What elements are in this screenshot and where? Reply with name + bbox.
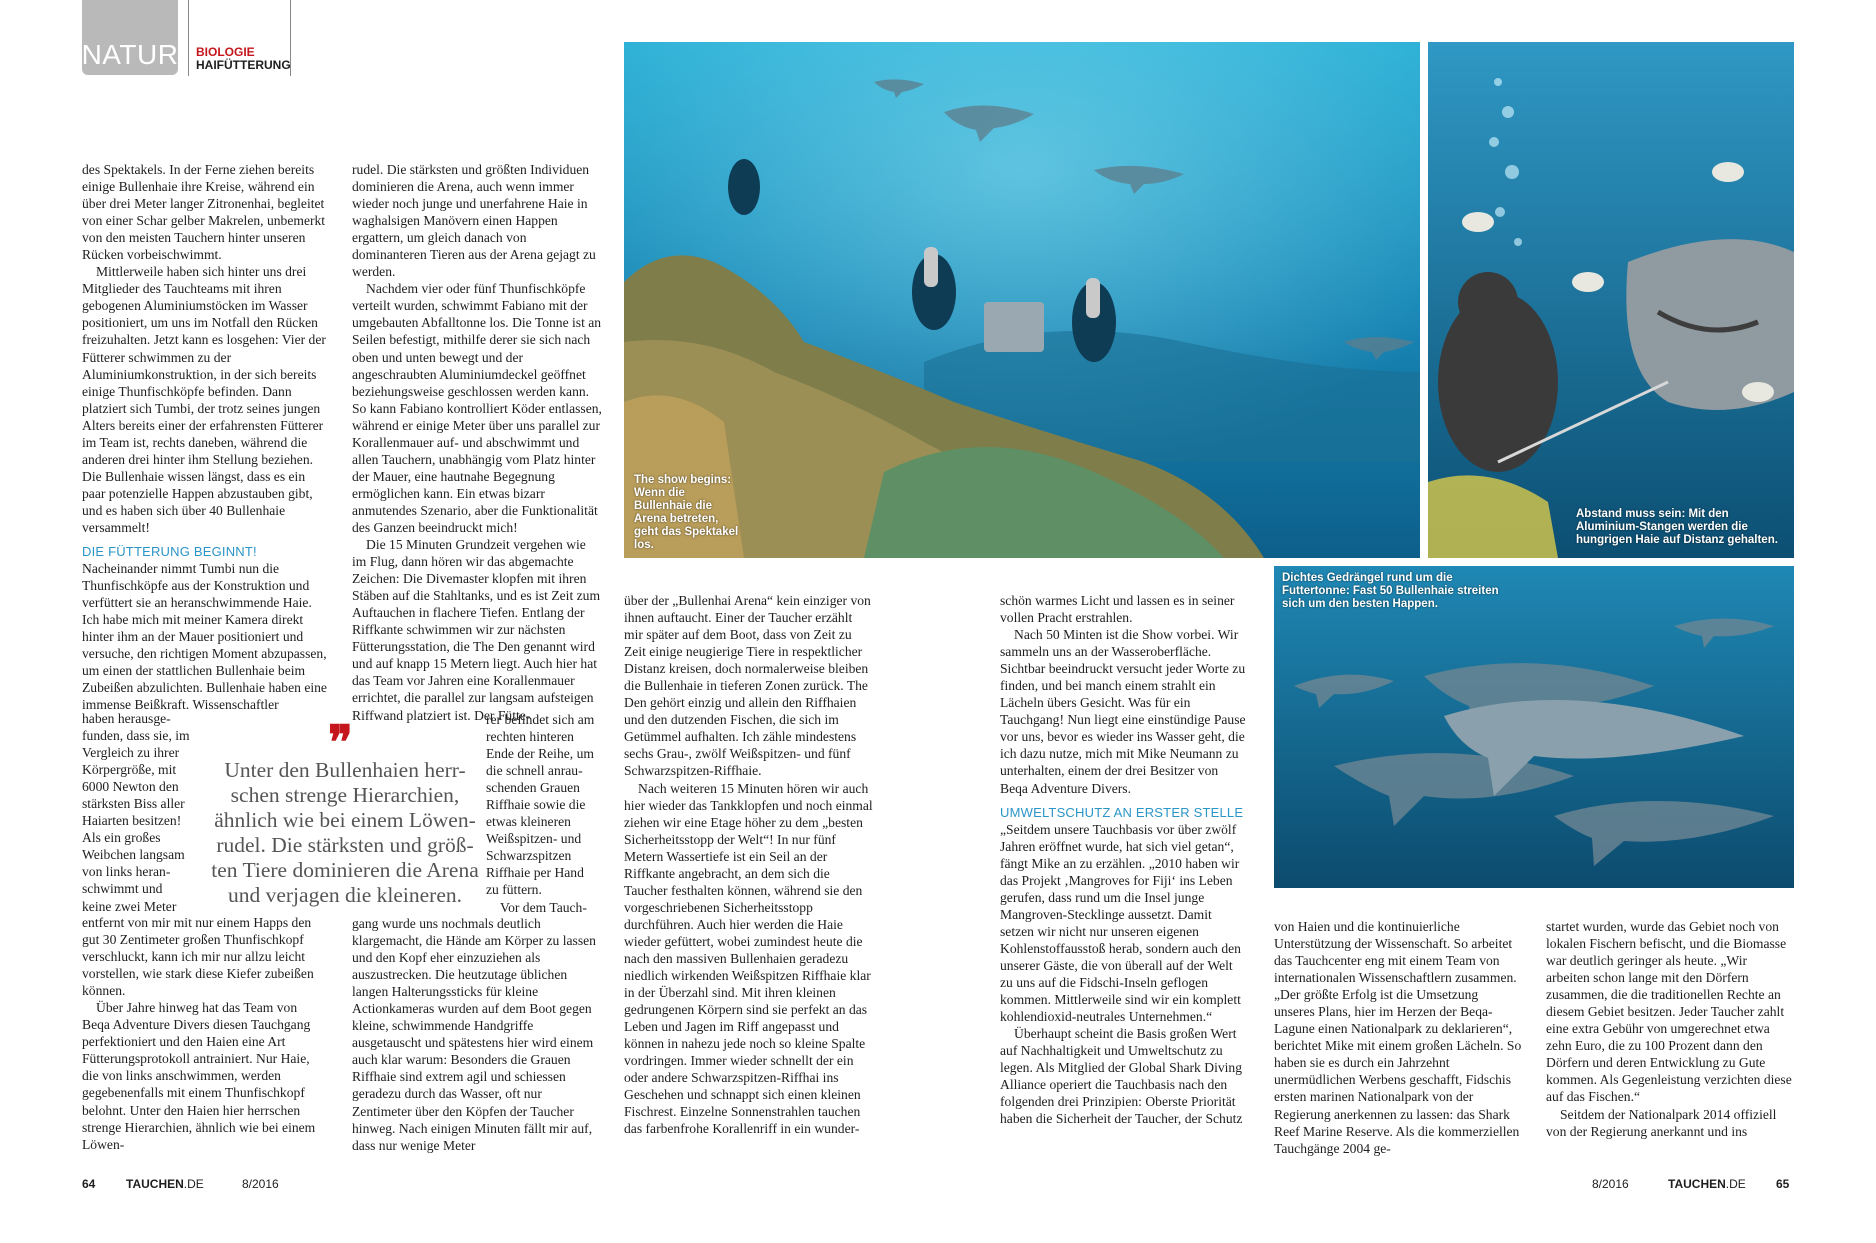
footer-right <box>1776 1177 1789 1191</box>
paragraph: Überhaupt scheint die Basis großen Wert auf Nachhaltigkeit und Umweltschutz zu legen. Als Mitglied der Global Shark Diving Alliance operiert die Tauchbasis nach den folgenden drei Prinzipien: Oberste Priorität haben die Sicherheit der Taucher, der Schutz <box>1000 1026 1243 1127</box>
diver-photo-illustration <box>1428 42 1794 558</box>
kicker <box>196 46 291 72</box>
kicker-category: BIOLOGIE <box>196 45 255 59</box>
brand-name: TAUCHEN <box>1668 1177 1726 1191</box>
text-column-3 <box>624 592 874 1138</box>
paragraph: Die 15 Minuten Grundzeit vergehen wie im Flug, dann hören wir das abgemachte Zeichen: Die Divemaster klopfen mit ihren Stäben auf die Stahltanks, und es ist Zeit zum Auftauchen in flachere Tiefen. Entlang der Riffkante schwimmen wir zur nächsten Fütterungsstation, die The Den genannt wird und auf knapp 15 Metern liegt. Auch hier hat das Team vor Jahren eine Korallenmauer errichtet, die parallel zur langsam aufsteigen Riffwand platziert ist. Der Fütte- <box>352 537 601 723</box>
text-line: Riffhaie per Hand <box>486 865 584 881</box>
text-line: Schwarzspitzen <box>486 848 572 864</box>
paragraph: schön warmes Licht und lassen es in seiner vollen Pracht erstrahlen. <box>1000 593 1235 626</box>
photo-caption: Dichtes Gedrängel rund um die Futtertonne: Fast 50 Bullenhaie streiten sich um den besten Happen. <box>1282 572 1499 610</box>
paragraph: „Seitdem unsere Tauchbasis vor über zwölf Jahren eröffnet wurde, hat sich viel getan“, fängt Mike an zu erzählen. „2010 haben wir das Projekt ‚Mangroves for Fiji‘ ins Leben gerufen, dass rund um die Insel junge Mangroven-Stecklinge aussetzt. Damit setzen wir nicht nur unseren eigenen Kohlenstoffausstoß herab, sondern auch den unserer Gäste, die von überall auf der Welt zu uns auf die Fidschi-Inseln geflogen kommen. Mittlerweile sind wir ein komplett kohlendioxid-neutrales Unternehmen.“ <box>1000 821 1241 1025</box>
paragraph: Nach 50 Minten ist die Show vorbei. Wir sammeln uns an der Wasseroberfläche. Sichtbar beeindruckt versucht jeder Worte zu finden, und bei manch einem strahlt ein Lächeln übers Gesicht. Was für ein Tauchgang! Nun liegt eine einstündige Pause vor uns, bevor es wieder ins Wasser geht, die ich dazu nutze, mich mit Mike Neumann zu unterhalten, einem der drei Besitzer von Beqa Adventure Divers. <box>1000 627 1246 796</box>
paragraph: Mittlerweile haben sich hinter uns drei Mitglieder des Tauchteams mit ihren gebogenen Aluminiumstöcken im Wasser positioniert, um uns im Notfall den Rücken freizuhalten. Jetzt kann es losgehen: Vier der Fütterer schwimmen zu der Aluminiumkonstruktion, in der sich bereits einige Thunfischköpfe befinden. Dann platziert sich Tumbi, der trotz seines jungen Alters bereits einer der erfahrensten Fütterer im Team ist, rechts daneben, während die anderen drei hinter ihm Stellung beziehen. Die Bullenhaie wissen längst, dass es ein paar potenzielle Happen abzustauben gibt, und es haben sich über 40 Bullenhaie versammelt! <box>82 264 326 535</box>
reef-photo <box>624 42 1420 558</box>
text-line: Weibchen langsam <box>82 847 185 863</box>
page-number-left: 64 <box>82 1177 96 1191</box>
page-number-right: 65 <box>1776 1177 1790 1191</box>
text-line: Vergleich zu ihrer <box>82 745 180 761</box>
text-line: Als ein großes <box>82 830 161 846</box>
paragraph: Seitdem der Nationalpark 2014 offiziell von der Regierung anerkannt und ins <box>1546 1106 1777 1139</box>
text-line: rechten hinteren <box>486 729 574 745</box>
text-wrap-1 <box>82 710 192 915</box>
text-line: Körpergröße, mit <box>82 762 177 778</box>
paragraph: Über Jahre hinweg hat das Team von Beqa Adventure Divers diesen Tauchgang perfektioniert und den Haien eine Art Fütterungsprotokoll antrainiert. Nur Haie, die von links anschwimmen, werden gegebenenfalls mit einem Thunfischkopf belohnt. Unter den Haien hier herrschen strenge Hierarchien, ähnlich wie bei einem Löwen- <box>82 1000 316 1152</box>
paragraph: von Haien und die kontinuierliche Unterstützung der Wissenschaft. So arbeitet das Tauchcenter eng mit einem Team von internationalen Wissenschaftlern zusammen. „Der größte Erfolg ist die Umsetzung unseres Plans, hier im Herzen der Beqa-Lagune einen Nationalpark zu deklarieren“, berichtet Mike mit einem großen Lächeln. So haben sie es durch ein Jahrzehnt unermüdlichen Werbens geschafft, Fidschis ersten marinen Nationalpark von der Regierung anerkennen zu lassen: das Shark Reef Marine Reserve. Als die kommerziellen Tauchgänge 2004 ge- <box>1274 919 1522 1156</box>
subheading: UMWELTSCHUTZ AN ERSTER STELLE <box>1000 804 1244 820</box>
issue-left: 8/2016 <box>242 1177 279 1191</box>
brand-name: TAUCHEN <box>126 1177 184 1191</box>
photo-caption: Abstand muss sein: Mit den Aluminium-Stangen werden die hungrigen Haie auf Distanz gehalten. <box>1576 508 1778 546</box>
shark-crowd-photo <box>1274 566 1794 888</box>
shark-crowd-illustration <box>1274 566 1794 888</box>
pull-quote-line: und verjagen die kleineren. <box>227 883 462 907</box>
brand-right <box>1668 1177 1746 1191</box>
paragraph: Nachdem vier oder fünf Thunfischköpfe verteilt wurden, schwimmt Fabiano mit der umgebauten Abfalltonne los. Die Tonne ist an Seilen befestigt, mithilfe derer sie sich nach oben und unten bewegt und der angeschraubten Aluminiumdeckel geöffnet beziehungsweise geschlossen werden kann. So kann Fabiano kontrolliert Köder entlassen, während er einige Meter über uns parallel zur Korallenmauer auf- und abschwimmt und allen Tauchern, unabhängig vom Platz hinter der Mauer, eine hautnahe Begegnung ermöglichen kann. Ein etwas bizarr anmutendes Szenario, aber die Funktionalität des Ganzen beeindruckt mich! <box>352 281 602 535</box>
brand-left <box>126 1177 204 1191</box>
kicker-topic: HAIFÜTTERUNG <box>196 58 291 72</box>
text-line: keine zwei Meter <box>82 898 177 914</box>
text-line: die schnell anrau- <box>486 763 583 779</box>
header-divider <box>188 0 189 76</box>
text-column-1 <box>82 161 328 713</box>
text-column-4 <box>1000 592 1248 1127</box>
text-line: zu füttern. <box>486 882 542 898</box>
text-line: Haiarten besitzen! <box>82 813 182 829</box>
paragraph: rudel. Die stärksten und größten Individuen dominieren die Arena, auch wenn immer wieder noch junge und unerfahrene Haie in waghalsigen Manövern einen Happen ergattern, um gleich danach von dominanteren Tieren aus der Arena gejagt zu werden. <box>352 162 596 280</box>
text-line: funden, dass sie, im <box>82 728 190 744</box>
paragraph: gang wurde uns nochmals deutlich klargemacht, die Hände am Körper zu lassen und den Kopf eher einzuziehen als auszustrecken. Die heutzutage üblichen langen Halterungssticks für kleine Actionkameras wurden auf dem Boot gegen kleine, schwimmende Handgriffe ausgetauscht und spätestens hier wird einem auch klar warum: Besonders die Grauen Riffhaie sind extrem agil und schiessen geradezu durch das Wasser, oft nur Zentimeter über den Köpfen der Taucher hinweg. Nach einigen Minuten fällt mir auf, dass nur wenige Meter <box>352 916 596 1153</box>
text-column-6 <box>1546 918 1794 1140</box>
text-line: rer befindet sich am <box>486 712 595 727</box>
text-column-2b <box>352 915 602 1154</box>
text-line: 6000 Newton den <box>82 779 179 795</box>
paragraph: Nacheinander nimmt Tumbi nun die Thunfischköpfe aus der Konstruktion und verfüttert sie an heranschwimmende Haie. Ich habe mich mit meiner Kamera direkt hinter ihm an der Mauer positioniert und versuche, den richtigen Moment abzupassen, um einen der stattlichen Bullenhaie beim Zubeißen abzulichten. Bullenhaie haben eine immense Beißkraft. Wissenschaftler <box>82 561 327 713</box>
text-line: von links heran- <box>82 864 171 880</box>
text-line: etwas kleineren <box>486 814 571 830</box>
reef-photo-illustration <box>624 42 1420 558</box>
text-line: haben herausge- <box>82 711 171 726</box>
section-tab: NATUR <box>82 0 178 75</box>
pull-quote-line: Unter den Bullenhaien herr- <box>224 758 466 782</box>
paragraph: des Spektakels. In der Ferne ziehen bereits einige Bullenhaie ihre Kreise, während ein über drei Meter langer Zitronenhai, begleitet von einer Schar gelber Makrelen, unbemerkt von den meisten Tauchern hinter unseren Rücken vorbeischwimmt. <box>82 162 326 263</box>
pull-quote-line: rudel. Die stärksten und größ- <box>216 833 474 857</box>
text-line: schenden Grauen <box>486 780 580 796</box>
diver-photo <box>1428 42 1794 558</box>
paragraph: entfernt von mir mit nur einem Happs den gut 30 Zentimeter großen Thunfischkopf verschluckt, kann ich mir nur allzu leicht vorstellen, wie stark diese Kiefer zubeißen können. <box>82 915 314 999</box>
text-column-5 <box>1274 918 1522 1157</box>
paragraph: Nach weiteren 15 Minuten hören wir auch hier wieder das Tankklopfen und noch einmal ziehen wir eine Etage höher zu dem „besten Sicherheitsstopp der Welt“! In nur fünf Metern Wassertiefe ist ein Seil an der Riffkante angebracht, an dem sich die Taucher festhalten können, während sie den vorgeschriebenen Sicherheitsstopp durchführen. Auch hier werden die Haie wieder gefüttert, wobei zumindest heute die nach den massiven Bullenhaien geradezu niedlich wirkenden Weißspitzen Riffhaie klar in der Überzahl sind. Mit ihren kleinen gedrungenen Körpern sind sie perfekt an das Leben und Jagen im Riff angepasst und können in nahezu jede noch so kleine Spalte vordringen. Immer wieder schnellt der ein oder andere Schwarzspitzen-Riffhai ins Geschehen und schnappt sich einen kleinen Fischrest. Einzelne Sonnenstrahlen tauchen das farbenfrohe Korallenriff in ein wunder- <box>624 780 873 1137</box>
text-wrap-2 <box>486 711 604 916</box>
text-line: Vor dem Tauch- <box>500 899 587 915</box>
text-column-2 <box>352 161 602 724</box>
text-line: Ende der Reihe, um <box>486 746 594 762</box>
pull-quote-line: ähnlich wie bei einem Löwen- <box>214 808 476 832</box>
quote-mark-icon: ❞ <box>328 715 353 769</box>
brand-suffix: .DE <box>183 1177 204 1191</box>
footer-left <box>82 1177 95 1191</box>
paragraph: über der „Bullenhai Arena“ kein einziger von ihnen auftaucht. Einer der Taucher erzählt mir später auf dem Boot, dass von Zeit zu Zeit einige neugierige Tiere in respektlicher Distanz kreisen, doch normalerweise bleiben die Bullenhaie in tieferen Zonen zurück. The Den gehört einzig und allein den Riffhaien und den dutzenden Fischen, die sich im Getümmel aufhalten. Ich zähle mindestens sechs Grau-, zwölf Weißspitzen- und fünf Schwarzspitzen-Riffhaie. <box>624 593 871 779</box>
text-line: schwimmt und <box>82 881 163 897</box>
text-column-1b <box>82 914 328 1153</box>
text-line: stärksten Biss aller <box>82 796 185 812</box>
photo-caption: The show begins: Wenn die Bullenhaie die Arena betreten, geht das Spektakel los. <box>634 474 739 551</box>
paragraph: startet wurden, wurde das Gebiet noch von lokalen Fischern befischt, und die Biomasse war deutlich geringer als heute. „Wir arbeiten schon lange mit den Dörfern zusammen, die die traditionellen Rechte an diesem Gebiet besitzen. Jeder Taucher zahlt eine extra Gebühr von umgerechnet etwa zehn Euro, die zu 100 Prozent dann den Dörfern und deren Entwicklung zu Gute kommen. Als Gegenleistung verzichten diese auf das Fischen.“ <box>1546 919 1792 1105</box>
pull-quote-line: ten Tiere dominieren die Arena <box>211 858 479 882</box>
brand-suffix: .DE <box>1725 1177 1746 1191</box>
issue-right: 8/2016 <box>1592 1177 1629 1191</box>
text-line: Weißspitzen- und <box>486 831 582 847</box>
pull-quote-line: schen strenge Hierarchien, <box>230 783 460 807</box>
pull-quote <box>210 758 480 908</box>
subheading: DIE FÜTTERUNG BEGINNT! <box>82 544 257 560</box>
text-line: Riffhaie sowie die <box>486 797 586 813</box>
